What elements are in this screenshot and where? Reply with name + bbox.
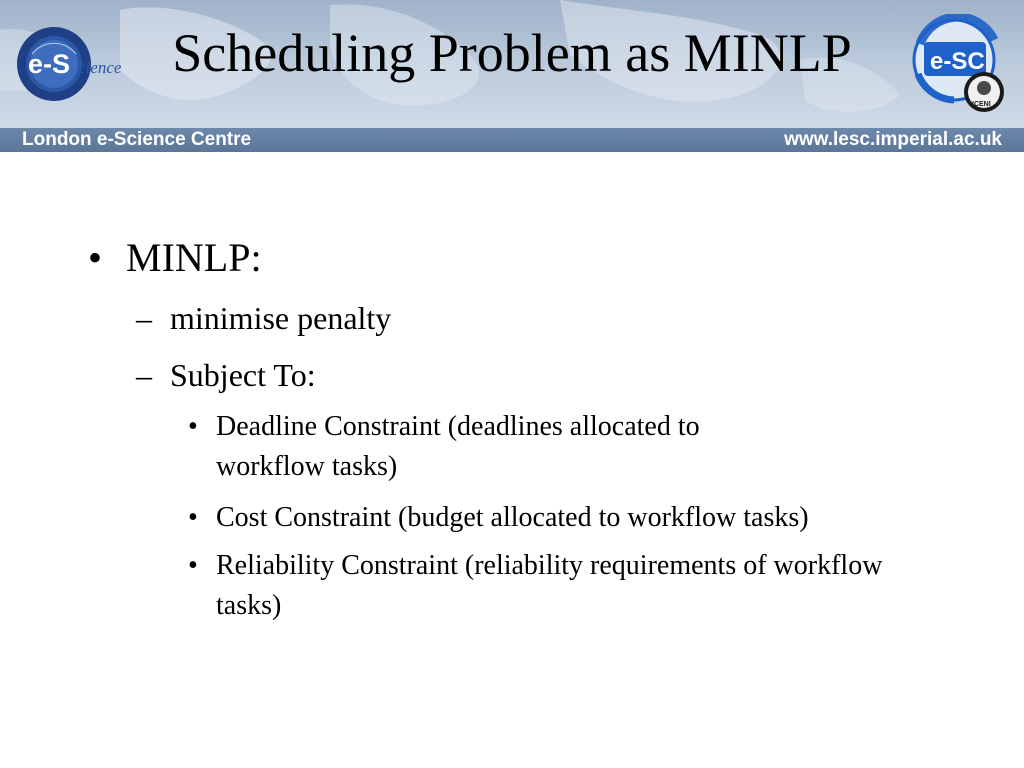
slide-title: Scheduling Problem as MINLP bbox=[172, 23, 852, 83]
lesc-iceni-logo bbox=[910, 14, 1010, 118]
svg-text:ICENI: ICENI bbox=[972, 101, 991, 108]
sub-bullet-text: Subject To: bbox=[170, 357, 316, 393]
header-info-bar bbox=[0, 128, 1024, 152]
organization-name: London e-Science Centre bbox=[22, 129, 252, 150]
sub-bullet-subject-to bbox=[136, 357, 316, 393]
bullet-marker: • bbox=[188, 502, 198, 533]
bullet-marker: • bbox=[188, 550, 198, 581]
dash-marker: – bbox=[136, 357, 152, 393]
dash-marker: – bbox=[136, 300, 152, 336]
svg-text:e-SC: e-SC bbox=[930, 48, 985, 75]
bullet-marker: • bbox=[88, 235, 103, 280]
constraint-reliability bbox=[188, 546, 908, 626]
bullet-text: MINLP: bbox=[126, 235, 262, 280]
constraint-text: Cost Constraint (budget allocated to workflow tasks) bbox=[216, 502, 809, 533]
constraint-cost bbox=[188, 498, 968, 538]
bullet-minlp bbox=[88, 236, 262, 280]
sub-bullet-minimise bbox=[136, 300, 391, 336]
constraint-text: Reliability Constraint (reliability requirements of workflow tasks) bbox=[216, 550, 883, 621]
website-url: www.lesc.imperial.ac.uk bbox=[784, 129, 1002, 150]
svg-text:e-S: e-S bbox=[28, 49, 71, 79]
svg-text:cience: cience bbox=[78, 58, 122, 77]
constraint-deadline bbox=[188, 407, 808, 487]
sub-bullet-text: minimise penalty bbox=[170, 300, 392, 336]
constraint-text: Deadline Constraint (deadlines allocated to workflow tasks) bbox=[216, 411, 700, 482]
bullet-marker: • bbox=[188, 411, 198, 442]
